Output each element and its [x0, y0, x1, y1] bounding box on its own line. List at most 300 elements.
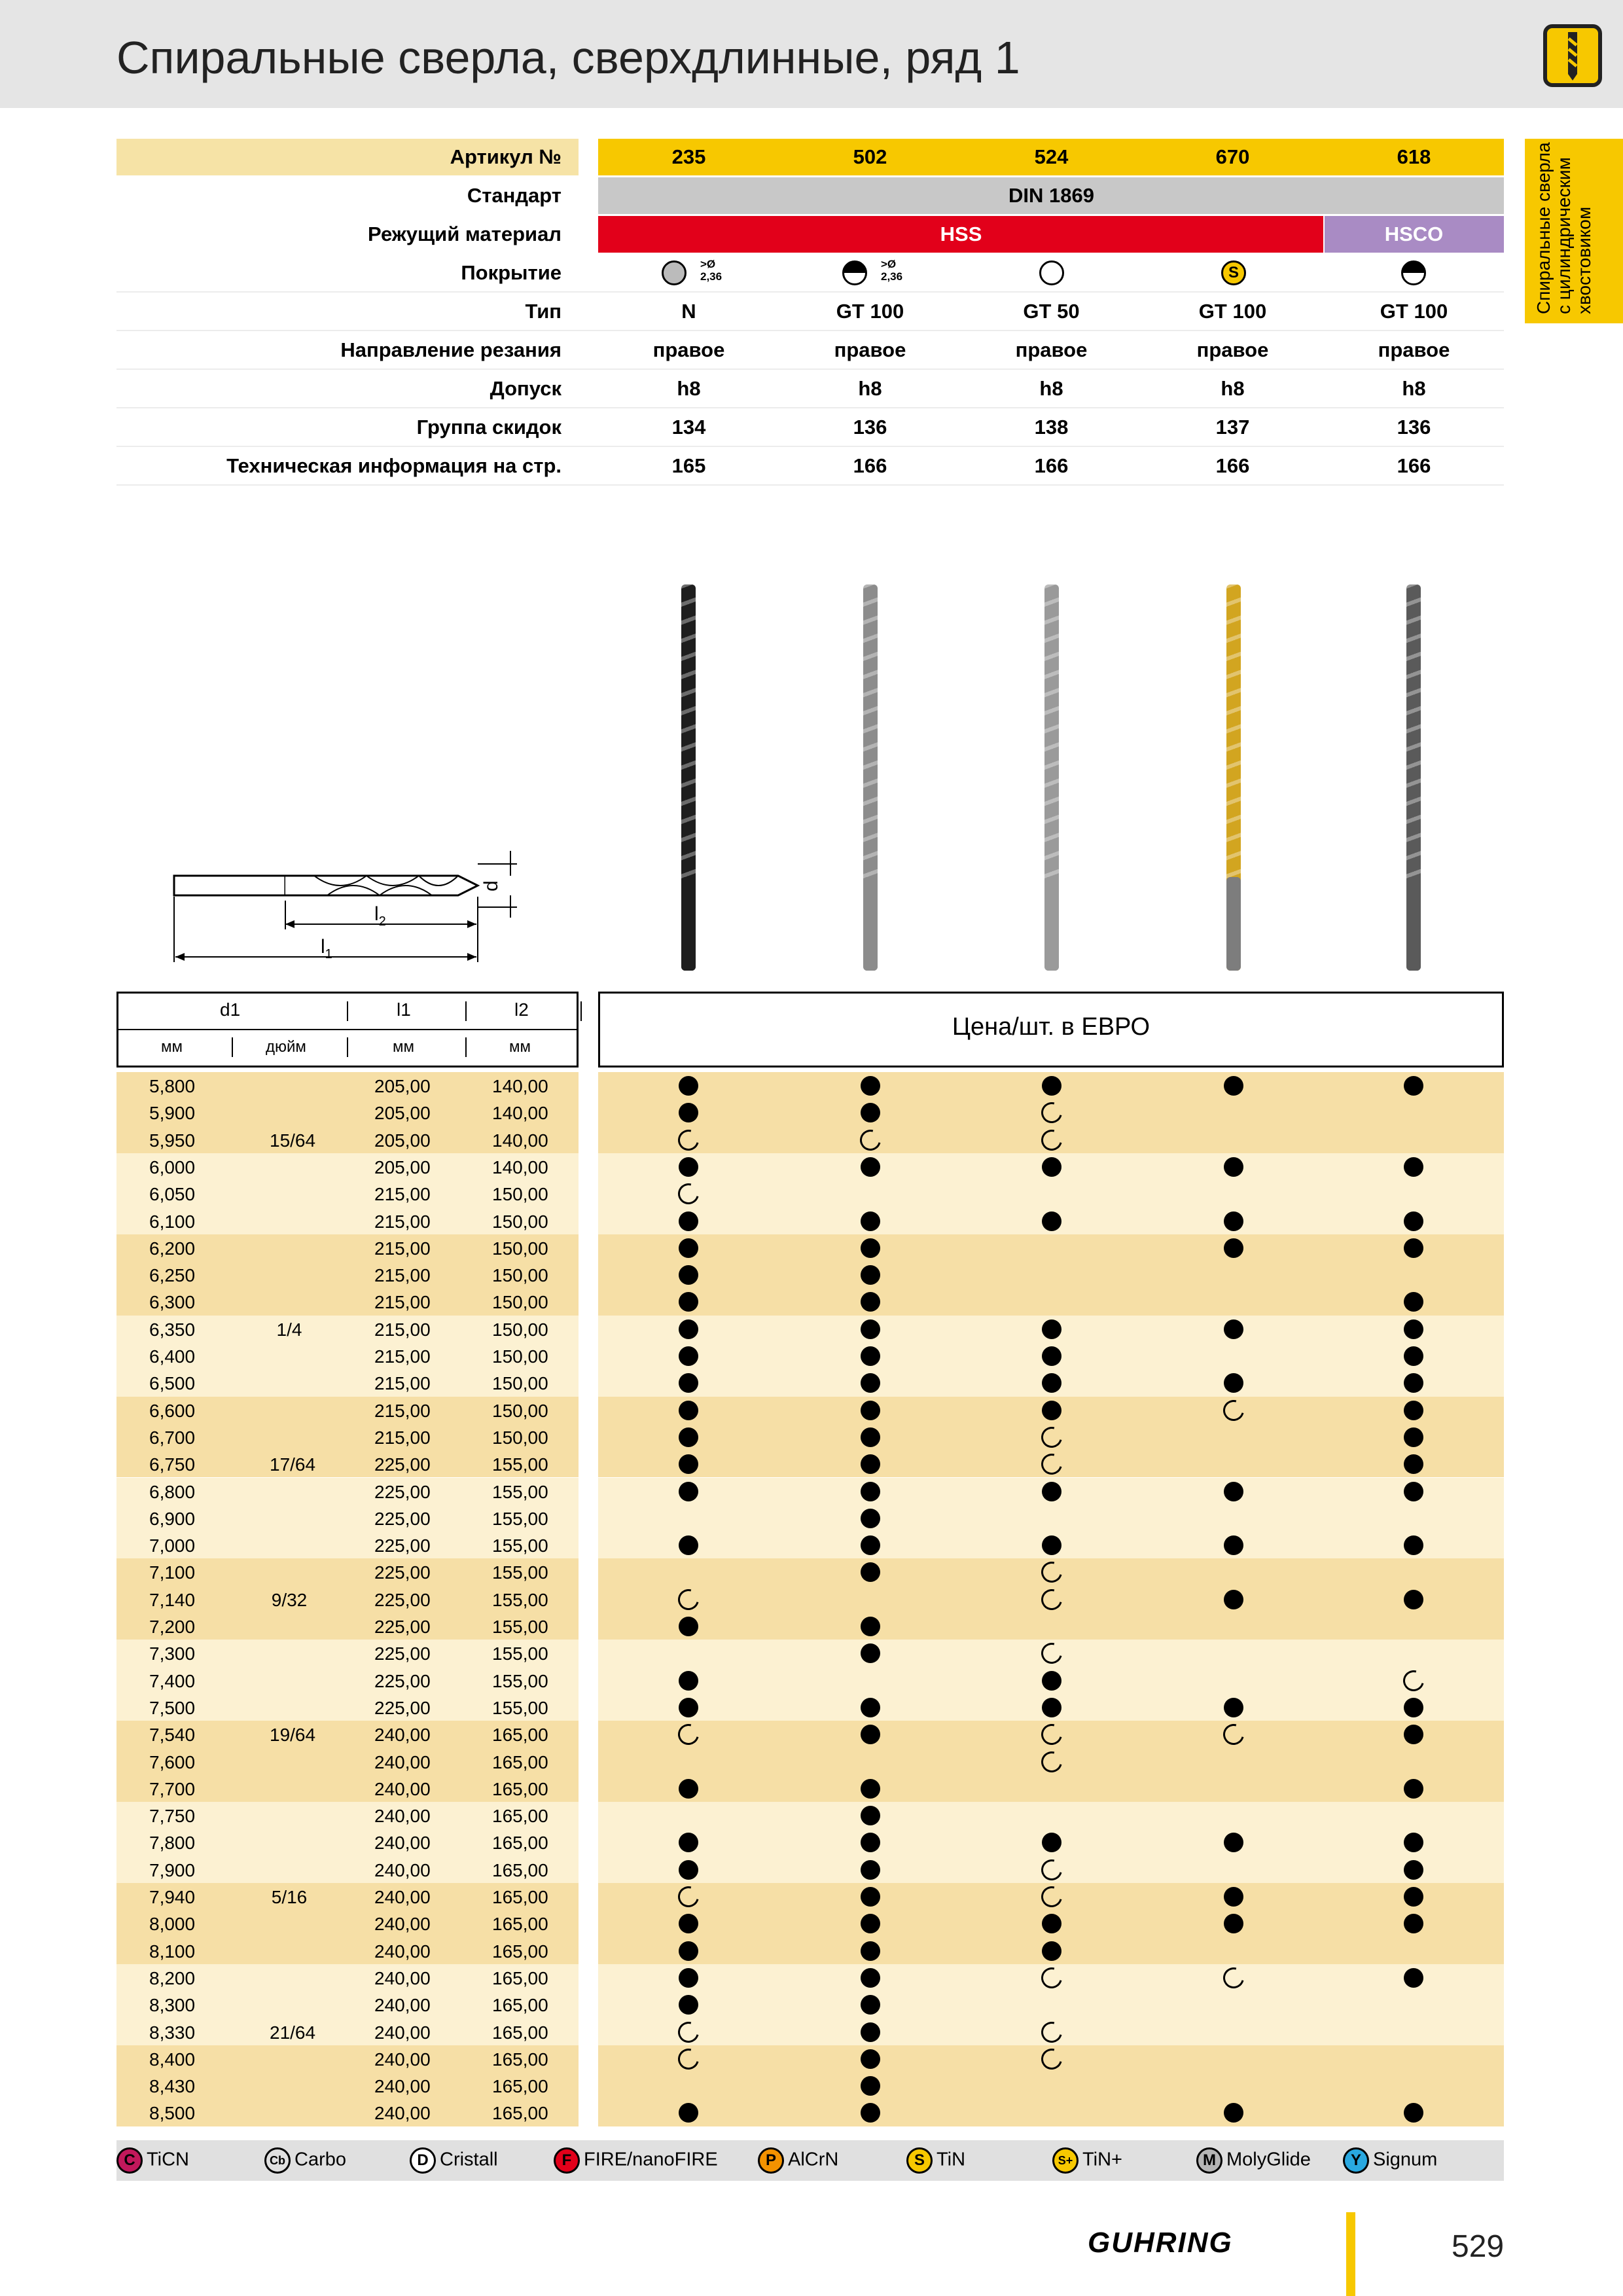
row-l1: 215,00 [374, 1211, 431, 1232]
row-l2: 155,00 [492, 1643, 548, 1664]
availability-dot [679, 1454, 698, 1474]
row-d1-mm: 6,750 [149, 1454, 196, 1475]
row-l2: 150,00 [492, 1184, 548, 1205]
legend-icon-7: M [1196, 2147, 1222, 2174]
row-d1-mm: 7,140 [149, 1589, 196, 1610]
availability-dot [861, 1076, 880, 1096]
legend-item-4 [758, 2147, 838, 2174]
availability-dot [1042, 1482, 1061, 1501]
row-d1-mm: 6,250 [149, 1265, 196, 1286]
spec-label-6: Допуск [490, 377, 562, 400]
spec-label-1: Стандарт [467, 184, 562, 207]
row-d1-mm: 5,900 [149, 1103, 196, 1124]
tolerance-1: h8 [858, 377, 882, 400]
row-l2: 165,00 [492, 2049, 548, 2070]
legend-label-6: TiN+ [1082, 2149, 1122, 2170]
row-l1: 215,00 [374, 1373, 431, 1394]
tolerance-4: h8 [1402, 377, 1426, 400]
availability-dot [861, 1941, 880, 1961]
row-l2: 140,00 [492, 1130, 548, 1151]
availability-dot [1224, 1535, 1243, 1555]
row-d1-mm: 7,940 [149, 1887, 196, 1907]
legend-item-2 [410, 2147, 498, 2174]
availability-dot [1404, 1725, 1423, 1744]
drill-category-icon [1543, 24, 1602, 87]
row-d1-mm: 5,950 [149, 1130, 196, 1151]
tolerance-3: h8 [1221, 377, 1245, 400]
drill-shank-3 [1226, 877, 1241, 971]
availability-dot [1042, 1157, 1061, 1177]
row-d1-mm: 6,600 [149, 1400, 196, 1421]
l1-label: l [321, 936, 325, 958]
legend-item-1 [264, 2147, 346, 2174]
availability-dot [861, 1157, 880, 1177]
drill-shank-4 [1406, 877, 1421, 971]
row-l1: 240,00 [374, 1751, 431, 1772]
row-l1: 240,00 [374, 1806, 431, 1827]
row-l2: 150,00 [492, 1346, 548, 1367]
availability-dot [1404, 1968, 1423, 1988]
legend-label-2: Cristall [440, 2149, 498, 2170]
availability-dot [861, 1806, 880, 1825]
row-l1: 240,00 [374, 1859, 431, 1880]
availability-dot [679, 1671, 698, 1691]
availability-dot [861, 1698, 880, 1717]
row-l2: 150,00 [492, 1265, 548, 1286]
row-d1-mm: 6,200 [149, 1238, 196, 1259]
spec-rule-4 [116, 330, 1504, 331]
availability-dot [679, 1238, 698, 1258]
availability-dot [861, 1211, 880, 1231]
types-4: GT 100 [1380, 300, 1448, 323]
legend-item-0 [116, 2147, 189, 2174]
row-l1: 215,00 [374, 1427, 431, 1448]
availability-dot [1404, 1887, 1423, 1907]
row-l1: 215,00 [374, 1400, 431, 1421]
row-d1-mm: 8,000 [149, 1914, 196, 1935]
svg-text:l2 [374, 903, 386, 929]
availability-dot [861, 2076, 880, 2096]
availability-dot [1042, 1211, 1061, 1231]
availability-dot [1224, 1590, 1243, 1609]
material-hsco: HSCO [1384, 223, 1444, 245]
row-l1: 240,00 [374, 1725, 431, 1746]
availability-dot [861, 1482, 880, 1501]
availability-dot [1404, 1454, 1423, 1474]
row-l2: 140,00 [492, 1103, 548, 1124]
coating-icon-1 [842, 260, 867, 285]
tech_page-1: 166 [853, 454, 887, 477]
row-d1-mm: 6,700 [149, 1427, 196, 1448]
row-l1: 225,00 [374, 1617, 431, 1637]
row-l1: 205,00 [374, 1157, 431, 1177]
availability-dot [861, 1454, 880, 1474]
availability-dot [861, 1346, 880, 1366]
legend-icon-0: C [116, 2147, 143, 2174]
row-l1: 215,00 [374, 1265, 431, 1286]
availability-dot [1042, 1698, 1061, 1717]
article-3: 670 [1215, 145, 1250, 168]
availability-dot [861, 2049, 880, 2069]
row-l2: 155,00 [492, 1562, 548, 1583]
tolerance-2: h8 [1039, 377, 1063, 400]
legend-label-7: MolyGlide [1226, 2149, 1311, 2170]
availability-dot [679, 1779, 698, 1799]
availability-dot [1404, 1779, 1423, 1799]
drill-shank-1 [863, 877, 878, 971]
row-l2: 155,00 [492, 1454, 548, 1475]
legend-icon-6: S+ [1052, 2147, 1079, 2174]
availability-dot [679, 1157, 698, 1177]
row-l2: 165,00 [492, 1887, 548, 1907]
price-band-2 [598, 1234, 1504, 1316]
availability-dot [1404, 1860, 1423, 1880]
row-l1: 215,00 [374, 1346, 431, 1367]
direction-2: правое [1015, 338, 1088, 361]
row-d1-inch: 5/16 [271, 1887, 308, 1907]
d1-label: d [480, 880, 502, 891]
row-d1-mm: 6,350 [149, 1319, 196, 1340]
dims-header-vline-1 [465, 1001, 467, 1021]
row-d1-mm: 6,050 [149, 1184, 196, 1205]
availability-dot [679, 1346, 698, 1366]
row-l2: 165,00 [492, 1725, 548, 1746]
row-l2: 150,00 [492, 1211, 548, 1232]
availability-dot [1042, 1076, 1061, 1096]
row-d1-inch: 1/4 [276, 1319, 302, 1340]
row-l1: 240,00 [374, 1967, 431, 1988]
row-l1: 225,00 [374, 1697, 431, 1718]
row-l2: 165,00 [492, 1995, 548, 2016]
article-4: 618 [1397, 145, 1431, 168]
availability-dot [1224, 1211, 1243, 1231]
row-d1-mm: 8,430 [149, 2076, 196, 2097]
row-d1-mm: 6,400 [149, 1346, 196, 1367]
row-l2: 165,00 [492, 2022, 548, 2043]
row-l1: 240,00 [374, 2049, 431, 2070]
row-d1-mm: 8,330 [149, 2022, 196, 2043]
row-d1-mm: 5,800 [149, 1076, 196, 1096]
l1-subscript: 1 [325, 947, 332, 961]
spec-rule-7 [116, 446, 1504, 447]
row-l1: 225,00 [374, 1508, 431, 1529]
drill-dimension-diagram [164, 844, 543, 975]
row-l2: 150,00 [492, 1319, 548, 1340]
row-l1: 225,00 [374, 1481, 431, 1502]
coating-icon-3: S [1221, 260, 1246, 285]
legend-label-5: TiN [936, 2149, 966, 2170]
availability-dot [679, 1535, 698, 1555]
tech_page-3: 166 [1215, 454, 1250, 477]
row-d1-mm: 7,800 [149, 1833, 196, 1854]
availability-dot [1224, 1157, 1243, 1177]
availability-dot [1404, 1698, 1423, 1717]
brand-logo: GUHRING [1088, 2227, 1233, 2259]
availability-dot [1404, 1535, 1423, 1555]
row-l1: 215,00 [374, 1292, 431, 1313]
availability-dot [679, 1860, 698, 1880]
row-d1-mm: 8,300 [149, 1995, 196, 2016]
row-l2: 140,00 [492, 1076, 548, 1096]
row-d1-inch: 9/32 [271, 1589, 308, 1610]
head-l2: l2 [514, 999, 529, 1020]
spec-label-2: Режущий материал [368, 223, 562, 245]
row-d1-inch: 19/64 [270, 1725, 316, 1746]
row-l1: 240,00 [374, 2022, 431, 2043]
availability-dot [861, 1617, 880, 1636]
row-d1-mm: 8,200 [149, 1967, 196, 1988]
row-l1: 225,00 [374, 1562, 431, 1583]
head-mm-l1: мм [393, 1038, 414, 1056]
row-l1: 225,00 [374, 1670, 431, 1691]
row-l1: 215,00 [374, 1238, 431, 1259]
legend-item-6 [1052, 2147, 1122, 2174]
availability-dot [1042, 1535, 1061, 1555]
row-l2: 155,00 [492, 1670, 548, 1691]
availability-dot [1224, 1319, 1243, 1339]
row-l1: 240,00 [374, 1887, 431, 1907]
availability-dot [861, 1401, 880, 1420]
legend-icon-4: P [758, 2147, 784, 2174]
svg-text:l1 [321, 936, 332, 961]
row-l1: 225,00 [374, 1454, 431, 1475]
coating-note-0: >Ø 2,36 [700, 258, 722, 283]
legend-item-3 [554, 2147, 718, 2174]
legend-label-8: Signum [1373, 2149, 1438, 2170]
types-2: GT 50 [1023, 300, 1080, 323]
row-l1: 225,00 [374, 1589, 431, 1610]
spec-label-0: Артикул № [450, 145, 562, 168]
availability-dot [1224, 1887, 1243, 1907]
article-2: 524 [1034, 145, 1069, 168]
row-l2: 155,00 [492, 1697, 548, 1718]
row-l2: 165,00 [492, 2076, 548, 2097]
row-d1-mm: 6,500 [149, 1373, 196, 1394]
row-d1-mm: 7,400 [149, 1670, 196, 1691]
availability-dot [861, 1725, 880, 1744]
direction-4: правое [1378, 338, 1450, 361]
row-d1-mm: 7,100 [149, 1562, 196, 1583]
legend-label-4: AlCrN [788, 2149, 839, 2170]
tech_page-0: 165 [671, 454, 706, 477]
discount_group-1: 136 [853, 416, 887, 439]
spec-rule-5 [116, 368, 1504, 370]
legend-icon-8: Y [1343, 2147, 1369, 2174]
legend-label-3: FIRE/nanoFIRE [584, 2149, 718, 2170]
availability-dot [1042, 1401, 1061, 1420]
availability-dot [679, 1482, 698, 1501]
legend-item-5 [906, 2147, 965, 2174]
row-d1-mm: 7,000 [149, 1535, 196, 1556]
availability-dot [1042, 1346, 1061, 1366]
availability-dot [1404, 1427, 1423, 1447]
row-l1: 205,00 [374, 1103, 431, 1124]
availability-dot [1224, 1238, 1243, 1258]
page-title: Спиральные сверла, сверхдлинные, ряд 1 [116, 32, 1020, 83]
availability-dot [861, 2022, 880, 2042]
direction-0: правое [652, 338, 725, 361]
page-number: 529 [1452, 2229, 1505, 2264]
spec-label-7: Группа скидок [416, 416, 562, 439]
footer-accent-bar [1346, 2212, 1355, 2296]
legend-icon-5: S [906, 2147, 933, 2174]
legend-item-8 [1343, 2147, 1437, 2174]
row-l2: 150,00 [492, 1400, 548, 1421]
row-d1-mm: 7,300 [149, 1643, 196, 1664]
legend-label-0: TiCN [147, 2149, 189, 2170]
availability-dot [1042, 1941, 1061, 1961]
availability-dot [1404, 1238, 1423, 1258]
row-d1-mm: 7,750 [149, 1806, 196, 1827]
row-d1-mm: 6,300 [149, 1292, 196, 1313]
spec-rule-6 [116, 407, 1504, 408]
l2-label: l [374, 903, 379, 925]
row-d1-mm: 7,540 [149, 1725, 196, 1746]
legend-icon-3: F [554, 2147, 580, 2174]
row-d1-mm: 6,000 [149, 1157, 196, 1177]
dims-header-vline-2 [580, 1001, 582, 1021]
availability-dot [679, 1265, 698, 1285]
availability-dot [679, 1211, 698, 1231]
spec-rule-3 [116, 291, 1504, 293]
availability-dot [679, 1968, 698, 1988]
row-d1-mm: 6,100 [149, 1211, 196, 1232]
dims-sub-vline-1 [347, 1037, 348, 1057]
row-l2: 165,00 [492, 2103, 548, 2124]
availability-dot [1042, 1319, 1061, 1339]
row-l2: 155,00 [492, 1617, 548, 1637]
row-l2: 155,00 [492, 1481, 548, 1502]
types-0: N [681, 300, 696, 323]
row-l2: 150,00 [492, 1373, 548, 1394]
availability-dot [1404, 1211, 1423, 1231]
head-d1: d1 [220, 999, 241, 1020]
availability-dot [1224, 1698, 1243, 1717]
availability-dot [679, 1941, 698, 1961]
row-l2: 150,00 [492, 1427, 548, 1448]
row-d1-inch: 17/64 [270, 1454, 316, 1475]
row-d1-mm: 8,100 [149, 1941, 196, 1962]
price-header-label: Цена/шт. в ЕВРО [952, 1013, 1150, 1041]
row-d1-mm: 7,200 [149, 1617, 196, 1637]
availability-dot [1224, 1076, 1243, 1096]
legend-item-7 [1196, 2147, 1311, 2174]
article-1: 502 [853, 145, 887, 168]
row-l2: 165,00 [492, 1967, 548, 1988]
spec-label-3: Покрытие [461, 261, 562, 284]
row-l1: 240,00 [374, 1833, 431, 1854]
spec-label-8: Техническая информация на стр. [226, 454, 562, 477]
dims-sub-vline-2 [465, 1037, 467, 1057]
spec-label-4: Тип [525, 300, 562, 323]
drill-shank-0 [681, 877, 696, 971]
row-l2: 150,00 [492, 1292, 548, 1313]
availability-dot [679, 1698, 698, 1717]
availability-dot [679, 1995, 698, 2015]
row-l1: 240,00 [374, 1941, 431, 1962]
discount_group-2: 138 [1034, 416, 1069, 439]
row-d1-mm: 7,700 [149, 1778, 196, 1799]
availability-dot [1404, 1590, 1423, 1609]
row-l1: 205,00 [374, 1130, 431, 1151]
coating-note-1: >Ø 2,36 [881, 258, 903, 283]
row-d1-mm: 7,600 [149, 1751, 196, 1772]
row-l2: 165,00 [492, 1833, 548, 1854]
row-l1: 240,00 [374, 1995, 431, 2016]
row-l1: 215,00 [374, 1319, 431, 1340]
discount_group-3: 137 [1215, 416, 1250, 439]
row-l1: 225,00 [374, 1535, 431, 1556]
row-l2: 140,00 [492, 1157, 548, 1177]
row-l1: 240,00 [374, 2103, 431, 2124]
availability-dot [1404, 1157, 1423, 1177]
dims-sub-vline-0 [232, 1037, 233, 1057]
head-l1: l1 [397, 999, 411, 1020]
row-l2: 165,00 [492, 1806, 548, 1827]
row-l2: 165,00 [492, 1751, 548, 1772]
legend-label-1: Carbo [294, 2149, 346, 2170]
spec-label-5: Направление резания [340, 338, 562, 361]
row-d1-inch: 15/64 [270, 1130, 316, 1151]
tech_page-2: 166 [1034, 454, 1069, 477]
l2-subscript: 2 [378, 914, 386, 929]
types-3: GT 100 [1198, 300, 1267, 323]
availability-dot [679, 1076, 698, 1096]
tech_page-4: 166 [1397, 454, 1431, 477]
row-d1-inch: 21/64 [270, 2022, 316, 2043]
availability-dot [1042, 1671, 1061, 1691]
row-l1: 205,00 [374, 1076, 431, 1096]
availability-dot [1404, 1401, 1423, 1420]
types-1: GT 100 [836, 300, 904, 323]
row-l1: 215,00 [374, 1184, 431, 1205]
row-d1-mm: 7,500 [149, 1697, 196, 1718]
row-l1: 240,00 [374, 2076, 431, 2097]
row-l1: 240,00 [374, 1778, 431, 1799]
availability-dot [861, 1779, 880, 1799]
row-l2: 150,00 [492, 1238, 548, 1259]
availability-dot [861, 1887, 880, 1907]
availability-dot [861, 1535, 880, 1555]
row-l2: 155,00 [492, 1508, 548, 1529]
availability-dot [861, 1238, 880, 1258]
tolerance-0: h8 [677, 377, 701, 400]
availability-dot [679, 1427, 698, 1447]
side-tab-label: Спиральные сверла с цилиндрическим хвостовиком [1533, 142, 1594, 314]
coating-icon-2 [1039, 260, 1064, 285]
availability-dot [861, 1968, 880, 1988]
discount_group-0: 134 [671, 416, 706, 439]
coating-icon-0 [662, 260, 687, 285]
availability-dot [861, 1995, 880, 2015]
head-mm-d1: мм [161, 1038, 183, 1056]
availability-dot [861, 1265, 880, 1285]
availability-dot [861, 1319, 880, 1339]
row-l2: 165,00 [492, 1859, 548, 1880]
row-d1-mm: 7,900 [149, 1859, 196, 1880]
row-l1: 225,00 [374, 1643, 431, 1664]
row-d1-mm: 6,800 [149, 1481, 196, 1502]
coating-icon-4 [1401, 260, 1426, 285]
availability-dot [679, 1319, 698, 1339]
material-hss: HSS [940, 223, 982, 245]
drill-shank-2 [1044, 877, 1059, 971]
row-l2: 165,00 [492, 1941, 548, 1962]
availability-dot [679, 1401, 698, 1420]
spec-rule-8 [116, 484, 1504, 486]
availability-dot [861, 1509, 880, 1528]
availability-dot [679, 1617, 698, 1636]
